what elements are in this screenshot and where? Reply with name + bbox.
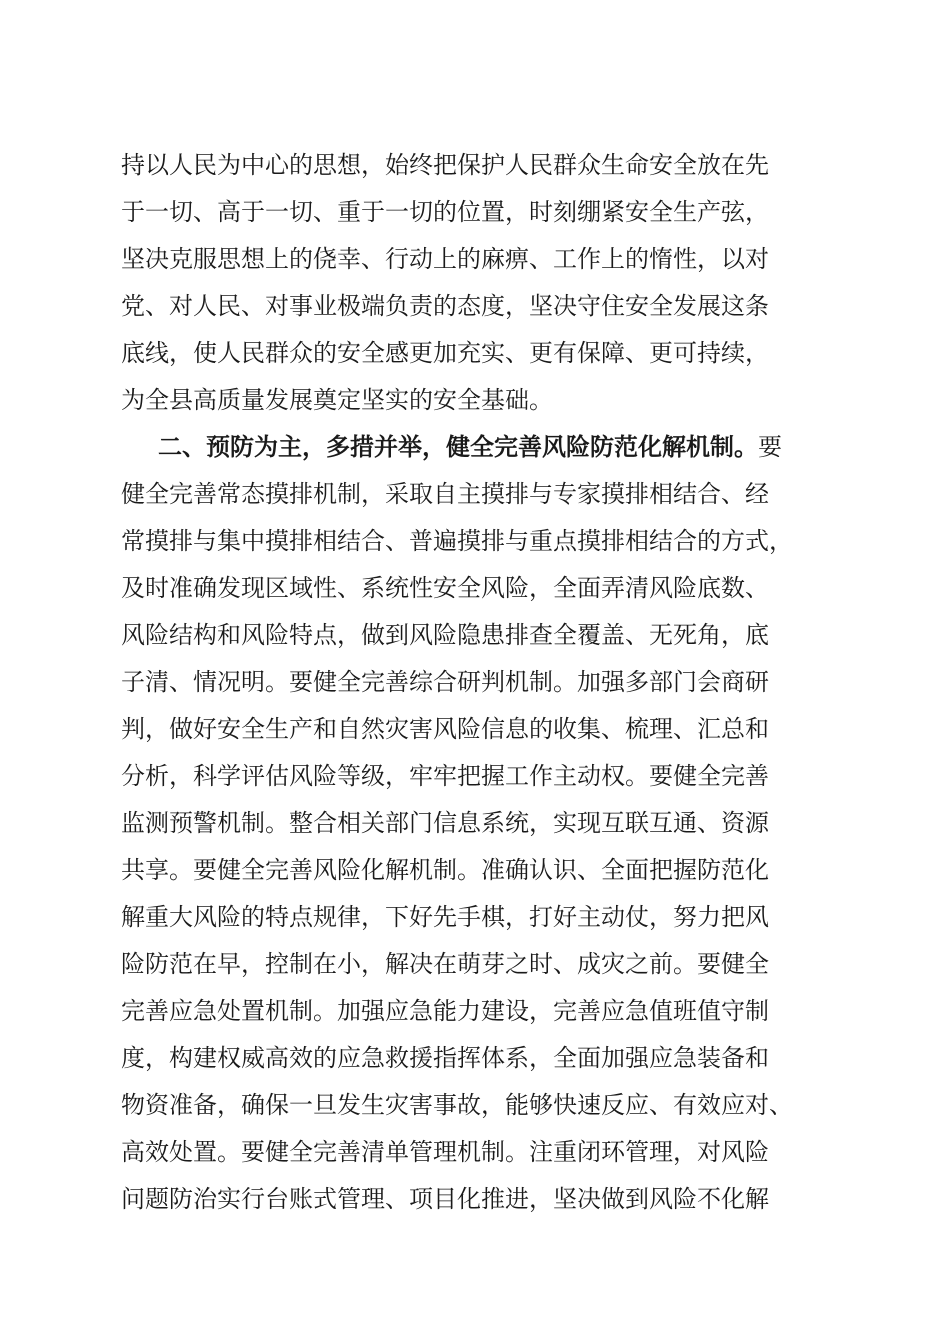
text-line: 常摸排与集中摸排相结合、普遍摸排与重点摸排相结合的方式， [121, 527, 793, 555]
text-line: 为全县高质量发展奠定坚实的安全基础。 [121, 386, 553, 414]
text-line: 底线，使人民群众的安全感更加充实、更有保障、更可持续， [121, 339, 769, 367]
section-heading: 二、预防为主，多措并举，健全完善风险防范化解机制。 [158, 433, 758, 461]
text-line: 解重大风险的特点规律，下好先手棋，打好主动仗，努力把风 [121, 903, 769, 931]
text-line: 问题防治实行台账式管理、项目化推进，坚决做到风险不化解 [121, 1185, 769, 1213]
text-line: 共享。要健全完善风险化解机制。准确认识、全面把握防范化 [121, 856, 769, 884]
text-line: 监测预警机制。整合相关部门信息系统，实现互联互通、资源 [121, 809, 769, 837]
text-line: 于一切、高于一切、重于一切的位置，时刻绷紧安全生产弦， [121, 198, 769, 226]
text-line: 物资准备，确保一旦发生灾害事故，能够快速反应、有效应对、 [121, 1091, 793, 1119]
document-body [121, 142, 833, 1223]
text-line: 持以人民为中心的思想，始终把保护人民群众生命安全放在先 [121, 151, 769, 179]
text-line: 风险结构和风险特点，做到风险隐患排查全覆盖、无死角，底 [121, 621, 769, 649]
paragraph-section-two [121, 424, 833, 1223]
paragraph-continuation [121, 142, 833, 424]
text-line: 险防范在早，控制在小，解决在萌芽之时、成灾之前。要健全 [121, 950, 769, 978]
text-line: 高效处置。要健全完善清单管理机制。注重闭环管理，对风险 [121, 1138, 769, 1166]
text-line: 分析，科学评估风险等级，牢牢把握工作主动权。要健全完善 [121, 762, 769, 790]
text-line: 党、对人民、对事业极端负责的态度，坚决守住安全发展这条 [121, 292, 769, 320]
heading-trailing-text: 要 [758, 433, 782, 461]
text-line: 子清、情况明。要健全完善综合研判机制。加强多部门会商研 [121, 668, 769, 696]
text-line: 判，做好安全生产和自然灾害风险信息的收集、梳理、汇总和 [121, 715, 769, 743]
paragraph-first-line [121, 424, 833, 471]
text-line: 健全完善常态摸排机制，采取自主摸排与专家摸排相结合、经 [121, 480, 769, 508]
text-line: 及时准确发现区域性、系统性安全风险，全面弄清风险底数、 [121, 574, 769, 602]
text-line: 坚决克服思想上的侥幸、行动上的麻痹、工作上的惰性，以对 [121, 245, 769, 273]
text-line: 完善应急处置机制。加强应急能力建设，完善应急值班值守制 [121, 997, 769, 1025]
text-line: 度，构建权威高效的应急救援指挥体系，全面加强应急装备和 [121, 1044, 769, 1072]
